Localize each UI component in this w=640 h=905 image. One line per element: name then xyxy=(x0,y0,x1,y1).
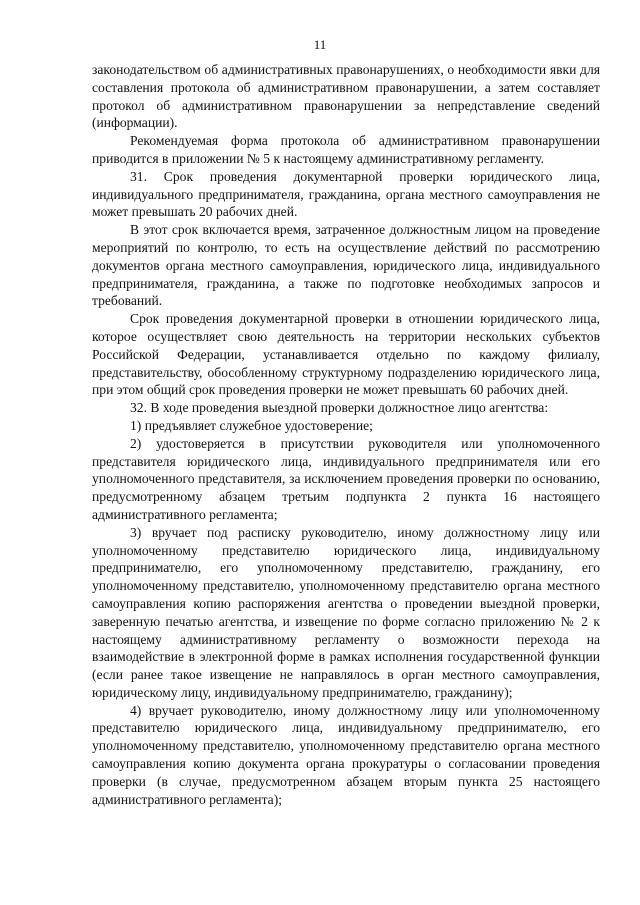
list-item-3: 3) вручает под расписку руководителю, иному должностному лицу или уполномоченному представителю юридического лица, индивидуальному предпринимателю, его уполномоченному представителю, гражданину, его уполномоченному представителю, уполномоченному представителю органа местного самоуправления копию распоряжения агентства о проведении выездной проверки, заверенную печатью агентства, и извещение по форме согласно приложению № 2 к настоящему административному регламенту о возможности перехода на взаимодействие в электронной форме в рамках исполнения государственной функции (если ранее такое извещение не направлялось в орган местного самоуправления, юридическому лицу, индивидуальному предпринимателю, гражданину); xyxy=(92,524,600,700)
list-item-1: 1) предъявляет служебное удостоверение; xyxy=(130,417,373,433)
paragraph-32-onsite: 32. В ходе проведения выездной проверки должностное лицо агентства: xyxy=(130,400,549,416)
page-number: 11 xyxy=(313,37,327,52)
document-body xyxy=(92,61,600,808)
paragraph-protocol-form: Рекомендуемая форма протокола об административном правонарушении приводится в приложении № 5 к настоящему административному регламенту. xyxy=(92,133,600,166)
paragraph-continuation: законодательством об административных правонарушениях, о необходимости явки для составления протокола об административном правонарушении, а затем составляет протокол об административном правонарушении за непредставление сведений (информации). xyxy=(92,62,600,131)
paragraph-term-includes: В этот срок включается время, затраченное должностным лицом на проведение мероприятий по контролю, то есть на осуществление действий по рассмотрению документов органа местного самоуправления, юридического лица, индивидуального предпринимателя, гражданина, а также по подготовке необходимых запросов и требований. xyxy=(92,222,600,309)
paragraph-term-branches: Срок проведения документарной проверки в отношении юридического лица, которое осуществляет свою деятельность на территории нескольких субъектов Российской Федерации, устанавливается отдельно по каждому филиалу, представительству, обособленному структурному подразделению юридического лица, при этом общий срок проведения проверки не может превышать 60 рабочих дней. xyxy=(92,311,600,398)
paragraph-31-term: 31. Срок проведения документарной проверки юридического лица, индивидуального предпринимателя, гражданина, органа местного самоуправления не может превышать 20 рабочих дней. xyxy=(92,168,600,220)
list-item-4: 4) вручает руководителю, иному должностному лицу или уполномоченному представителю юридического лица, индивидуальному предпринимателю, его уполномоченному представителю, уполномоченному представителю органа местного самоуправления копию документа органа прокуратуры о согласовании проведения проверки (в случае, предусмотренном абзацем вторым пункта 25 настоящего административного регламента); xyxy=(92,702,600,807)
list-item-2: 2) удостоверяется в присутствии руководителя или уполномоченного представителя юридического лица, индивидуального предпринимателя или его уполномоченного представителя, за исключением проведения проверки по основанию, предусмотренному абзацем третьим подпункта 2 пункта 16 настоящего административного регламента; xyxy=(92,435,600,522)
